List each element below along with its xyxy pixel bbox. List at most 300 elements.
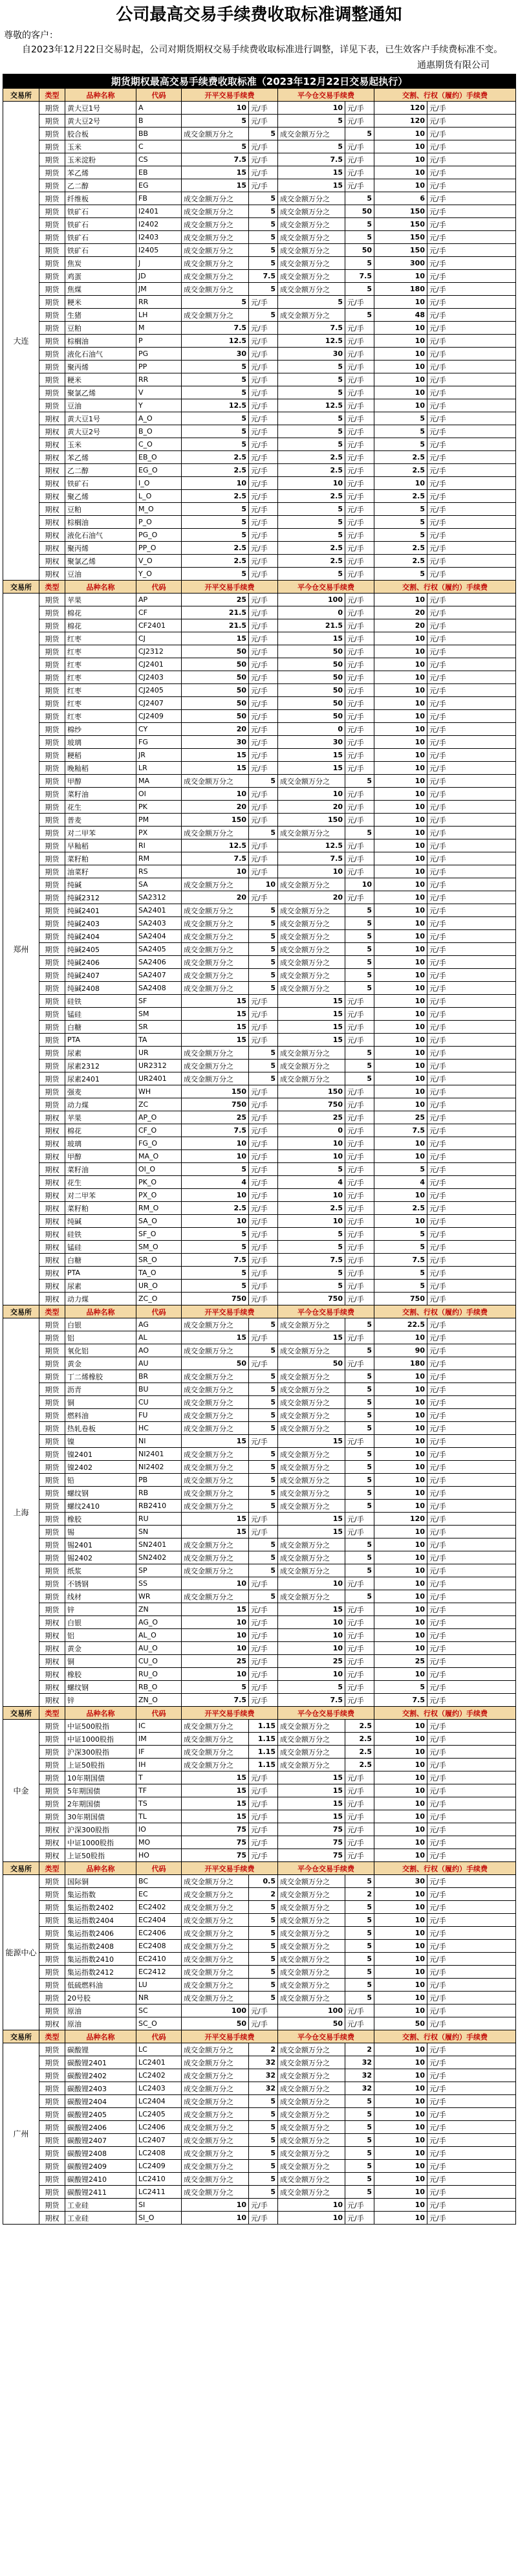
close-today-fee-basis: 成交金额万分之: [278, 969, 345, 982]
cell-type: 期货: [39, 309, 65, 322]
cell-product: 氧化铝: [65, 1344, 136, 1357]
cell-code: I2402: [136, 218, 182, 231]
cell-product: 铁矿石: [65, 218, 136, 231]
cell-type: 期货: [39, 1901, 65, 1914]
delivery-fee-unit: 元/手: [427, 1021, 516, 1034]
table-row: [3, 2095, 516, 2108]
cell-code: LC: [136, 2043, 182, 2056]
open-fee-unit: 元/手: [249, 542, 278, 555]
cell-type: 期货: [39, 2056, 65, 2069]
cell-product: 强麦: [65, 1085, 136, 1098]
close-today-fee-amount: 10: [278, 102, 345, 115]
cell-type: 期权: [39, 477, 65, 490]
delivery-fee-amount: 750: [374, 1293, 427, 1305]
open-fee-rate: 5: [249, 257, 278, 270]
delivery-fee-unit: 元/手: [427, 296, 516, 309]
cell-type: 期权: [39, 1694, 65, 1707]
close-today-fee-unit: 元/手: [345, 2212, 374, 2225]
cell-type: 期权: [39, 1228, 65, 1241]
cell-code: EC: [136, 1888, 182, 1901]
table-row: [3, 1888, 516, 1901]
close-today-fee-unit: 元/手: [345, 1111, 374, 1124]
cell-code: NI: [136, 1435, 182, 1448]
delivery-fee-unit: 元/手: [427, 594, 516, 606]
delivery-fee-unit: 元/手: [427, 2108, 516, 2121]
cell-type: 期货: [39, 373, 65, 386]
close-today-fee-basis: 成交金额万分之: [278, 1733, 345, 1746]
cell-type: 期货: [39, 192, 65, 205]
cell-type: 期货: [39, 1409, 65, 1422]
close-today-fee-basis: 成交金额万分之: [278, 1422, 345, 1435]
close-today-fee-unit: 元/手: [345, 697, 374, 710]
delivery-fee-amount: 10: [374, 736, 427, 749]
open-fee-amount: 5: [182, 1241, 249, 1254]
cell-type: 期货: [39, 1461, 65, 1474]
table-row: [3, 1771, 516, 1784]
open-fee-unit: 元/手: [249, 814, 278, 827]
close-today-fee-unit: 元/手: [345, 179, 374, 192]
open-fee-amount: 750: [182, 1098, 249, 1111]
close-today-fee-amount: 2.5: [278, 464, 345, 477]
cell-product: 纯碱2406: [65, 956, 136, 969]
open-fee-rate: 5: [249, 1500, 278, 1513]
delivery-fee-amount: 10: [374, 153, 427, 166]
delivery-fee-unit: 元/手: [427, 1137, 516, 1150]
open-fee-unit: 元/手: [249, 1810, 278, 1823]
table-row: [3, 671, 516, 684]
delivery-fee-unit: 元/手: [427, 1034, 516, 1047]
delivery-fee-amount: 10: [374, 788, 427, 801]
cell-type: 期货: [39, 1318, 65, 1331]
delivery-fee-amount: 10: [374, 632, 427, 645]
cell-product: 纯碱2405: [65, 943, 136, 956]
close-today-fee-unit: 元/手: [345, 1254, 374, 1267]
cell-product: 上证50股指: [65, 1759, 136, 1771]
delivery-fee-unit: 元/手: [427, 1474, 516, 1487]
open-fee-rate: 1.15: [249, 1733, 278, 1746]
open-fee-amount: 2.5: [182, 464, 249, 477]
cell-type: 期货: [39, 1060, 65, 1072]
close-today-fee-rate: 5: [345, 1901, 374, 1914]
table-row: [3, 1526, 516, 1538]
table-row: [3, 2147, 516, 2160]
open-fee-rate: 5: [249, 2108, 278, 2121]
cell-type: 期货: [39, 1085, 65, 1098]
table-row: [3, 1008, 516, 1021]
open-fee-basis: 成交金额万分之: [182, 2069, 249, 2082]
delivery-fee-unit: 元/手: [427, 1357, 516, 1370]
open-fee-unit: 元/手: [249, 1694, 278, 1707]
cell-type: 期货: [39, 801, 65, 814]
close-today-fee-amount: 50: [278, 1357, 345, 1370]
close-today-fee-basis: 成交金额万分之: [278, 956, 345, 969]
cell-code: MA_O: [136, 1150, 182, 1163]
delivery-fee-unit: 元/手: [427, 2121, 516, 2134]
cell-type: 期权: [39, 1642, 65, 1655]
table-row: [3, 2186, 516, 2199]
open-fee-unit: 元/手: [249, 1111, 278, 1124]
close-today-fee-rate: 5: [345, 1370, 374, 1383]
close-today-fee-rate: 32: [345, 2082, 374, 2095]
cell-product: 纯碱2408: [65, 982, 136, 995]
open-fee-unit: 元/手: [249, 438, 278, 451]
table-row: [3, 606, 516, 619]
open-fee-amount: 5: [182, 503, 249, 516]
close-today-fee-unit: 元/手: [345, 814, 374, 827]
open-fee-amount: 15: [182, 1784, 249, 1797]
delivery-fee-unit: 元/手: [427, 425, 516, 438]
delivery-fee-unit: 元/手: [427, 1953, 516, 1966]
table-row: [3, 542, 516, 555]
open-fee-amount: 2.5: [182, 1202, 249, 1215]
delivery-fee-amount: 150: [374, 218, 427, 231]
cell-type: 期货: [39, 658, 65, 671]
cell-product: 棉纱: [65, 723, 136, 736]
cell-type: 期货: [39, 1979, 65, 1992]
cell-type: 期货: [39, 2108, 65, 2121]
delivery-fee-amount: 10: [374, 477, 427, 490]
delivery-fee-unit: 元/手: [427, 2199, 516, 2212]
table-row: [3, 1551, 516, 1564]
open-fee-amount: 15: [182, 1435, 249, 1448]
delivery-fee-amount: 5: [374, 1228, 427, 1241]
cell-type: 期权: [39, 412, 65, 425]
delivery-fee-unit: 元/手: [427, 140, 516, 153]
table-row: [3, 1810, 516, 1823]
open-fee-amount: 15: [182, 1603, 249, 1616]
cell-product: 集运指数2404: [65, 1914, 136, 1927]
open-fee-unit: 元/手: [249, 1771, 278, 1784]
close-today-fee-amount: 150: [278, 1085, 345, 1098]
cell-product: 红枣: [65, 697, 136, 710]
cell-product: 丁二烯橡胶: [65, 1370, 136, 1383]
open-fee-amount: 5: [182, 1280, 249, 1293]
close-today-fee-basis: 成交金额万分之: [278, 930, 345, 943]
open-fee-basis: 成交金额万分之: [182, 2043, 249, 2056]
cell-product: 纯碱2403: [65, 917, 136, 930]
close-today-fee-basis: 成交金额万分之: [278, 1370, 345, 1383]
open-fee-unit: 元/手: [249, 1357, 278, 1370]
close-today-fee-amount: 5: [278, 296, 345, 309]
open-fee-basis: 成交金额万分之: [182, 192, 249, 205]
cell-product: 焦煤: [65, 283, 136, 296]
table-row: [3, 568, 516, 581]
open-fee-unit: 元/手: [249, 503, 278, 516]
cell-product: 鸡蛋: [65, 270, 136, 283]
table-row: [3, 865, 516, 878]
close-today-fee-amount: 15: [278, 1021, 345, 1034]
open-fee-unit: 元/手: [249, 555, 278, 568]
cell-type: 期权: [39, 1267, 65, 1280]
close-today-fee-amount: 7.5: [278, 852, 345, 865]
open-fee-basis: 成交金额万分之: [182, 309, 249, 322]
close-today-fee-rate: 5: [345, 775, 374, 788]
table-row: [3, 658, 516, 671]
header-row: [3, 1707, 516, 1720]
delivery-fee-unit: 元/手: [427, 309, 516, 322]
table-row: [3, 1085, 516, 1098]
cell-type: 期货: [39, 697, 65, 710]
close-today-fee-rate: 2: [345, 2043, 374, 2056]
close-today-fee-amount: 15: [278, 1797, 345, 1810]
close-today-fee-amount: 30: [278, 348, 345, 361]
open-fee-unit: 元/手: [249, 1603, 278, 1616]
delivery-fee-amount: 20: [374, 619, 427, 632]
greeting: 尊敬的客户：: [4, 30, 58, 41]
open-fee-amount: 10: [182, 1642, 249, 1655]
table-row: [3, 529, 516, 542]
delivery-fee-amount: 10: [374, 956, 427, 969]
delivery-fee-unit: 元/手: [427, 658, 516, 671]
cell-code: UR2312: [136, 1060, 182, 1072]
close-today-fee-unit: 元/手: [345, 438, 374, 451]
table-row: [3, 1784, 516, 1797]
close-today-fee-amount: 5: [278, 361, 345, 373]
close-today-fee-unit: 元/手: [345, 516, 374, 529]
header-type: 类型: [39, 2030, 65, 2043]
notice-body: 自2023年12月22日交易时起，公司对期货期权交易手续费收取标准进行调整，详见下表，已生效客户手续费标准不变。: [22, 45, 503, 55]
close-today-fee-unit: 元/手: [345, 1629, 374, 1642]
open-fee-unit: 元/手: [249, 1137, 278, 1150]
cell-type: 期权: [39, 1823, 65, 1836]
cell-type: 期货: [39, 1422, 65, 1435]
table-row: [3, 244, 516, 257]
close-today-fee-rate: 5: [345, 956, 374, 969]
open-fee-rate: 5: [249, 775, 278, 788]
table-row: [3, 645, 516, 658]
cell-type: 期货: [39, 102, 65, 115]
cell-type: 期货: [39, 1733, 65, 1746]
close-today-fee-basis: 成交金额万分之: [278, 2134, 345, 2147]
open-fee-basis: 成交金额万分之: [182, 2186, 249, 2199]
open-fee-amount: 75: [182, 1849, 249, 1862]
close-today-fee-basis: 成交金额万分之: [278, 2108, 345, 2121]
table-row: [3, 296, 516, 309]
close-today-fee-amount: 15: [278, 166, 345, 179]
open-fee-amount: 10: [182, 1215, 249, 1228]
delivery-fee-amount: 10: [374, 1940, 427, 1953]
table-row: [3, 205, 516, 218]
delivery-fee-amount: 10: [374, 348, 427, 361]
header-open-fee: 开平交易手续费: [182, 581, 278, 594]
open-fee-unit: 元/手: [249, 697, 278, 710]
open-fee-amount: 10: [182, 1616, 249, 1629]
exchange-name: 能源中心: [3, 1875, 39, 2030]
cell-type: 期货: [39, 322, 65, 335]
cell-code: EC2402: [136, 1901, 182, 1914]
table-row: [3, 555, 516, 568]
cell-product: 晚籼稻: [65, 762, 136, 775]
cell-type: 期货: [39, 361, 65, 373]
delivery-fee-amount: 150: [374, 205, 427, 218]
cell-code: CJ2403: [136, 671, 182, 684]
cell-product: 苯乙烯: [65, 451, 136, 464]
close-today-fee-unit: 元/手: [345, 1668, 374, 1681]
cell-product: 工业硅: [65, 2212, 136, 2225]
close-today-fee-basis: 成交金额万分之: [278, 1564, 345, 1577]
close-today-fee-rate: 5: [345, 1072, 374, 1085]
cell-type: 期货: [39, 852, 65, 865]
table-row: [3, 801, 516, 814]
close-today-fee-amount: 50: [278, 658, 345, 671]
cell-type: 期货: [39, 671, 65, 684]
close-today-fee-basis: 成交金额万分之: [278, 1060, 345, 1072]
table-row: [3, 1733, 516, 1746]
table-row: [3, 619, 516, 632]
close-today-fee-basis: 成交金额万分之: [278, 1396, 345, 1409]
open-fee-unit: 元/手: [249, 464, 278, 477]
open-fee-amount: 4: [182, 1176, 249, 1189]
open-fee-amount: 21.5: [182, 606, 249, 619]
open-fee-rate: 5: [249, 1564, 278, 1577]
cell-code: SF_O: [136, 1228, 182, 1241]
delivery-fee-unit: 元/手: [427, 1163, 516, 1176]
cell-code: AU_O: [136, 1642, 182, 1655]
cell-type: 期货: [39, 1513, 65, 1526]
cell-product: 低硫燃料油: [65, 1979, 136, 1992]
table-row: [3, 1927, 516, 1940]
close-today-fee-unit: 元/手: [345, 1008, 374, 1021]
table-row: [3, 982, 516, 995]
close-today-fee-unit: 元/手: [345, 1034, 374, 1047]
close-today-fee-amount: 15: [278, 632, 345, 645]
close-today-fee-rate: 5: [345, 1383, 374, 1396]
delivery-fee-unit: 元/手: [427, 2004, 516, 2017]
cell-code: LU: [136, 1979, 182, 1992]
cell-type: 期权: [39, 1202, 65, 1215]
open-fee-unit: 元/手: [249, 348, 278, 361]
close-today-fee-unit: 元/手: [345, 503, 374, 516]
cell-type: 期权: [39, 1849, 65, 1862]
close-today-fee-amount: 15: [278, 749, 345, 762]
header-type: 类型: [39, 1862, 65, 1875]
close-today-fee-unit: 元/手: [345, 322, 374, 335]
cell-code: LC2404: [136, 2095, 182, 2108]
open-fee-amount: 750: [182, 1293, 249, 1305]
cell-product: 苹果: [65, 1111, 136, 1124]
table-row: [3, 1759, 516, 1771]
cell-code: HC: [136, 1422, 182, 1435]
open-fee-unit: 元/手: [249, 865, 278, 878]
close-today-fee-basis: 成交金额万分之: [278, 1746, 345, 1759]
delivery-fee-amount: 4: [374, 1176, 427, 1189]
close-today-fee-basis: 成交金额万分之: [278, 128, 345, 140]
open-fee-amount: 30: [182, 736, 249, 749]
cell-product: 油菜籽: [65, 865, 136, 878]
close-today-fee-amount: 12.5: [278, 839, 345, 852]
cell-type: 期权: [39, 1163, 65, 1176]
delivery-fee-unit: 元/手: [427, 606, 516, 619]
cell-code: EB: [136, 166, 182, 179]
cell-code: EC2406: [136, 1927, 182, 1940]
table-row: [3, 1875, 516, 1888]
delivery-fee-unit: 元/手: [427, 1254, 516, 1267]
delivery-fee-unit: 元/手: [427, 1072, 516, 1085]
delivery-fee-unit: 元/手: [427, 943, 516, 956]
close-today-fee-unit: 元/手: [345, 477, 374, 490]
cell-code: SC: [136, 2004, 182, 2017]
table-row: [3, 1241, 516, 1254]
cell-code: TL: [136, 1810, 182, 1823]
delivery-fee-amount: 10: [374, 827, 427, 839]
cell-product: 硅铁: [65, 1228, 136, 1241]
open-fee-amount: 5: [182, 115, 249, 128]
table-row: [3, 1655, 516, 1668]
cell-type: 期货: [39, 1784, 65, 1797]
delivery-fee-unit: 元/手: [427, 231, 516, 244]
cell-code: A: [136, 102, 182, 115]
cell-type: 期货: [39, 1487, 65, 1500]
cell-product: 黄大豆1号: [65, 102, 136, 115]
table-row: [3, 1163, 516, 1176]
delivery-fee-amount: 10: [374, 1966, 427, 1979]
delivery-fee-amount: 2.5: [374, 464, 427, 477]
exchange-name: 上海: [3, 1318, 39, 1707]
delivery-fee-amount: 5: [374, 503, 427, 516]
table-row: [3, 2121, 516, 2134]
cell-type: 期货: [39, 115, 65, 128]
delivery-fee-unit: 元/手: [427, 917, 516, 930]
cell-type: 期货: [39, 257, 65, 270]
open-fee-rate: 5: [249, 1966, 278, 1979]
open-fee-unit: 元/手: [249, 451, 278, 464]
cell-code: MO: [136, 1836, 182, 1849]
cell-product: 线材: [65, 1590, 136, 1603]
cell-code: SC_O: [136, 2017, 182, 2030]
cell-type: 期货: [39, 710, 65, 723]
header-code: 代码: [136, 1707, 182, 1720]
open-fee-amount: 5: [182, 373, 249, 386]
delivery-fee-unit: 元/手: [427, 1098, 516, 1111]
close-today-fee-amount: 15: [278, 1008, 345, 1021]
close-today-fee-basis: 成交金额万分之: [278, 1927, 345, 1940]
cell-product: 铜: [65, 1655, 136, 1668]
open-fee-unit: 元/手: [249, 425, 278, 438]
table-row: [3, 1940, 516, 1953]
cell-product: 动力煤: [65, 1293, 136, 1305]
delivery-fee-amount: 10: [374, 128, 427, 140]
delivery-fee-unit: 元/手: [427, 801, 516, 814]
close-today-fee-unit: 元/手: [345, 1267, 374, 1280]
cell-product: 30年期国债: [65, 1810, 136, 1823]
delivery-fee-amount: 10: [374, 2186, 427, 2199]
open-fee-amount: 15: [182, 1513, 249, 1526]
open-fee-unit: 元/手: [249, 1668, 278, 1681]
cell-type: 期权: [39, 1111, 65, 1124]
cell-type: 期权: [39, 425, 65, 438]
open-fee-unit: 元/手: [249, 658, 278, 671]
open-fee-unit: 元/手: [249, 749, 278, 762]
delivery-fee-unit: 元/手: [427, 684, 516, 697]
open-fee-basis: 成交金额万分之: [182, 1733, 249, 1746]
close-today-fee-amount: 750: [278, 1293, 345, 1305]
close-today-fee-unit: 元/手: [345, 1124, 374, 1137]
delivery-fee-amount: 10: [374, 1098, 427, 1111]
table-row: [3, 1603, 516, 1616]
cell-code: ZC: [136, 1098, 182, 1111]
exchange-name: 广州: [3, 2043, 39, 2225]
delivery-fee-amount: 10: [374, 1487, 427, 1500]
close-today-fee-rate: 5: [345, 231, 374, 244]
delivery-fee-unit: 元/手: [427, 490, 516, 503]
delivery-fee-unit: 元/手: [427, 348, 516, 361]
table-row: [3, 1396, 516, 1409]
delivery-fee-amount: 10: [374, 1642, 427, 1655]
cell-code: JR: [136, 749, 182, 762]
cell-code: EB_O: [136, 451, 182, 464]
close-today-fee-basis: 成交金额万分之: [278, 244, 345, 257]
open-fee-unit: 元/手: [249, 1435, 278, 1448]
